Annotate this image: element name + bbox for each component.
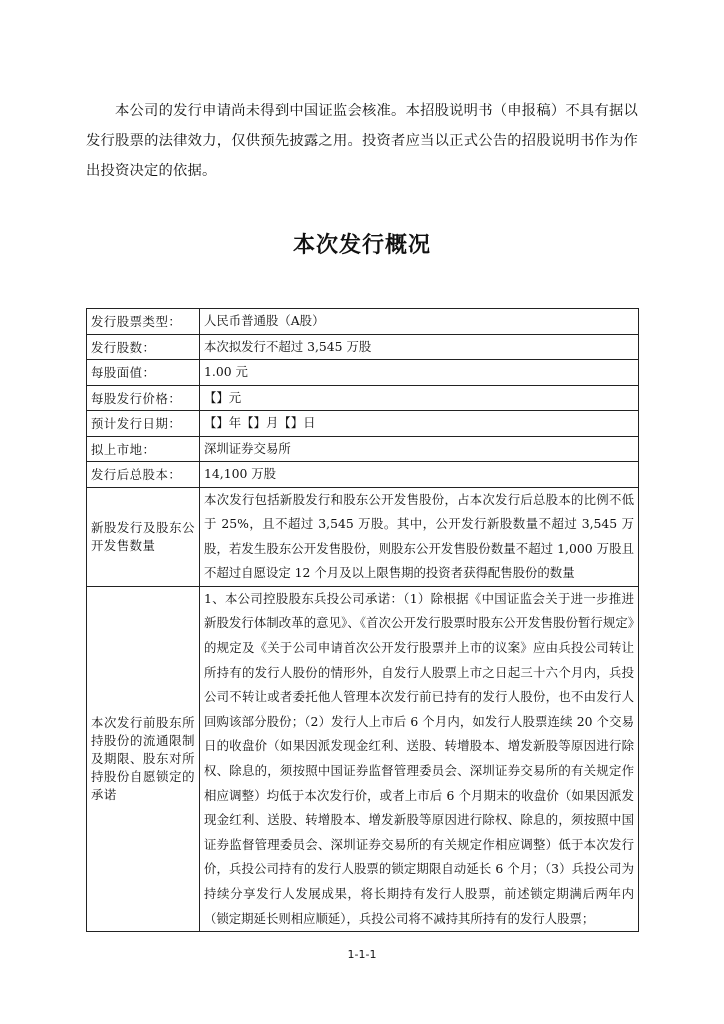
row-value: 【】元 xyxy=(200,385,639,411)
row-label: 预计发行日期： xyxy=(87,411,200,437)
page-title: 本次发行概况 xyxy=(292,233,431,258)
row-value: 本次拟发行不超过 3,545 万股 xyxy=(200,334,639,360)
offering-summary-table xyxy=(86,308,639,932)
row-label: 发行后总股本： xyxy=(87,462,200,488)
row-value: 深圳证券交易所 xyxy=(200,436,639,462)
row-label: 每股发行价格： xyxy=(87,385,200,411)
row-value: 【】年【】月【】日 xyxy=(200,411,639,437)
row-label: 拟上市地： xyxy=(87,436,200,462)
row-value: 14,100 万股 xyxy=(200,462,639,488)
row-label: 每股面值： xyxy=(87,360,200,386)
table-row xyxy=(87,487,639,586)
page-number: 1-1-1 xyxy=(347,948,377,961)
table-row xyxy=(87,385,639,411)
table-row xyxy=(87,436,639,462)
row-value: 1.00 元 xyxy=(200,360,639,386)
table-row xyxy=(87,462,639,488)
table-row xyxy=(87,360,639,386)
table-row xyxy=(87,586,639,931)
table-row xyxy=(87,334,639,360)
disclaimer-paragraph: 本公司的发行申请尚未得到中国证监会核准。本招股说明书（申报稿）不具有据以发行股票的法律效力，仅供预先披露之用。投资者应当以正式公告的招股说明书作为作出投资决定的依据。 xyxy=(86,103,638,179)
row-label: 发行股票类型： xyxy=(87,309,200,335)
row-value: 本次发行包括新股发行和股东公开发售股份，占本次发行后总股本的比例不低于 25%，且不超过 3,545 万股。其中，公开发行新股数量不超过 3,545 万股，若发生股东公开发售股份，则股东公开发售股份数量不超过 1,000 万股且不超过自愿设定 12 个月及以上限售期的投资者获得配售股份的数量 xyxy=(200,487,639,586)
row-label: 新股发行及股东公开发售数量 xyxy=(87,487,200,586)
row-label: 本次发行前股东所持股份的流通限制及期限、股东对所持股份自愿锁定的承诺 xyxy=(87,586,200,931)
table-row xyxy=(87,309,639,335)
row-label: 发行股数： xyxy=(87,334,200,360)
row-value: 人民币普通股（A股） xyxy=(200,309,639,335)
table-row xyxy=(87,411,639,437)
row-value: 1、本公司控股股东兵投公司承诺：（1）除根据《中国证监会关于进一步推进新股发行体制改革的意见》、《首次公开发行股票时股东公开发售股份暂行规定》的规定及《关于公司申请首次公开发行股票并上市的议案》应由兵投公司转让所持有的发行人股份的情形外，自发行人股票上市之日起三十六个月内，兵投公司不转让或者委托他人管理本次发行前已持有的发行人股份，也不由发行人回购该部分股份；（2）发行人上市后 6 个月内，如发行人股票连续 20 个交易日的收盘价（如果因派发现金红利、送股、转增股本、增发新股等原因进行除权、除息的，须按照中国证券监督管理委员会、深圳证券交易所的有关规定作相应调整）均低于本次发行价，或者上市后 6 个月期末的收盘价（如果因派发现金红利、送股、转增股本、增发新股等原因进行除权、除息的，须按照中国证券监督管理委员会、深圳证券交易所的有关规定作相应调整）低于本次发行价，兵投公司持有的发行人股票的锁定期限自动延长 6 个月；（3）兵投公司为持续分享发行人发展成果，将长期持有发行人股票，前述锁定期满后两年内（锁定期延长则相应顺延），兵投公司将不减持其所持有的发行人股票； xyxy=(200,586,639,931)
